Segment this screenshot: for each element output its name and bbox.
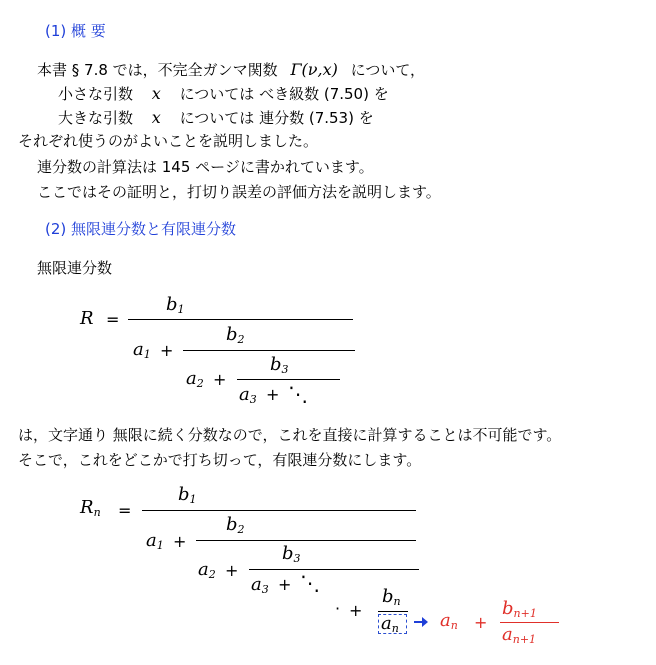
var-x-large: x xyxy=(151,108,161,127)
intro-line-2-post: については べき級数 (7.50) を xyxy=(179,85,389,103)
finite-b1: $b_1$ xyxy=(178,484,197,506)
infinite-bar-1 xyxy=(128,319,353,320)
finite-bar-2 xyxy=(196,540,416,541)
intro-line-4: それぞれ使うのがよいことを説明しました。 xyxy=(18,132,319,150)
var-x-small: x xyxy=(151,84,161,103)
finite-eq: = xyxy=(118,501,132,520)
arrow-right-icon xyxy=(414,616,428,628)
intro-line-1-pre: 本書 § 7.8 では，不完全ガンマ関数 xyxy=(37,61,278,79)
infinite-text-1: は，文字通り 無限に続く分数なので，これを直接に計算することは不可能です。 xyxy=(18,426,562,444)
finite-b3: $b_3$ xyxy=(282,543,301,565)
finite-bar-1 xyxy=(142,510,416,511)
infinite-plus-1: + xyxy=(160,341,174,360)
finite-a3: $a_3$ xyxy=(251,574,269,596)
finite-lhs: $R_n$ xyxy=(80,497,101,519)
finite-bn: $b_n$ xyxy=(382,586,401,608)
intro-line-3 xyxy=(58,110,374,126)
replacement-an: $a_n$ xyxy=(440,610,458,632)
replacement-denominator: $a_{n+1}$ xyxy=(502,624,537,646)
replacement-plus: + xyxy=(474,613,488,632)
infinite-text-2: そこで，これをどこかで打ち切って，有限連分数にします。 xyxy=(18,451,422,469)
infinite-a2: $a_2$ xyxy=(186,368,204,390)
infinite-lhs: R xyxy=(80,308,94,329)
infinite-b2: $b_2$ xyxy=(226,324,245,346)
intro-line-3-post: については 連分数 (7.53) を xyxy=(179,109,374,127)
finite-dot: · xyxy=(335,599,341,618)
finite-plus-2: + xyxy=(225,561,239,580)
infinite-eq: = xyxy=(106,310,120,329)
finite-dots: ⋱ xyxy=(300,571,320,595)
intro-line-5: 連分数の計算法は 145 ページに書かれています。 xyxy=(37,158,374,176)
infinite-a1: $a_1$ xyxy=(133,339,151,361)
intro-line-3-pre: 大きな引数 xyxy=(58,109,134,127)
finite-bar-3 xyxy=(249,569,419,570)
infinite-bar-2 xyxy=(183,350,355,351)
finite-an: $a_n$ xyxy=(381,613,399,635)
finite-plus-4: + xyxy=(349,601,363,620)
replacement-bar xyxy=(500,622,559,623)
intro-line-1-post: について， xyxy=(350,61,426,79)
infinite-plus-2: + xyxy=(213,370,227,389)
finite-plus-3: + xyxy=(278,575,292,594)
infinite-b3: $b_3$ xyxy=(270,354,289,376)
intro-line-2-pre: 小さな引数 xyxy=(58,85,134,103)
infinite-b1: $b_1$ xyxy=(166,294,185,316)
finite-plus-1: + xyxy=(173,532,187,551)
finite-a2: $a_2$ xyxy=(198,559,216,581)
intro-line-6: ここではその証明と，打切り誤差の評価方法を説明します。 xyxy=(37,183,441,201)
infinite-cf-label: 無限連分数 xyxy=(37,259,113,277)
infinite-dots: ⋱ xyxy=(288,382,308,406)
section-heading-continued-fractions: (2) 無限連分数と有限連分数 xyxy=(45,220,237,238)
finite-bar-n xyxy=(378,611,408,612)
infinite-plus-3: + xyxy=(266,385,280,404)
finite-b2: $b_2$ xyxy=(226,514,245,536)
replacement-numerator: $b_{n+1}$ xyxy=(502,598,537,620)
infinite-bar-3 xyxy=(237,379,340,380)
infinite-a3: $a_3$ xyxy=(239,384,257,406)
intro-line-2 xyxy=(58,86,389,102)
finite-a1: $a_1$ xyxy=(146,530,164,552)
gamma-function: Γ(ν,x) xyxy=(290,60,338,79)
intro-line-1 xyxy=(37,62,425,78)
section-heading-overview: (1) 概 要 xyxy=(45,22,106,40)
